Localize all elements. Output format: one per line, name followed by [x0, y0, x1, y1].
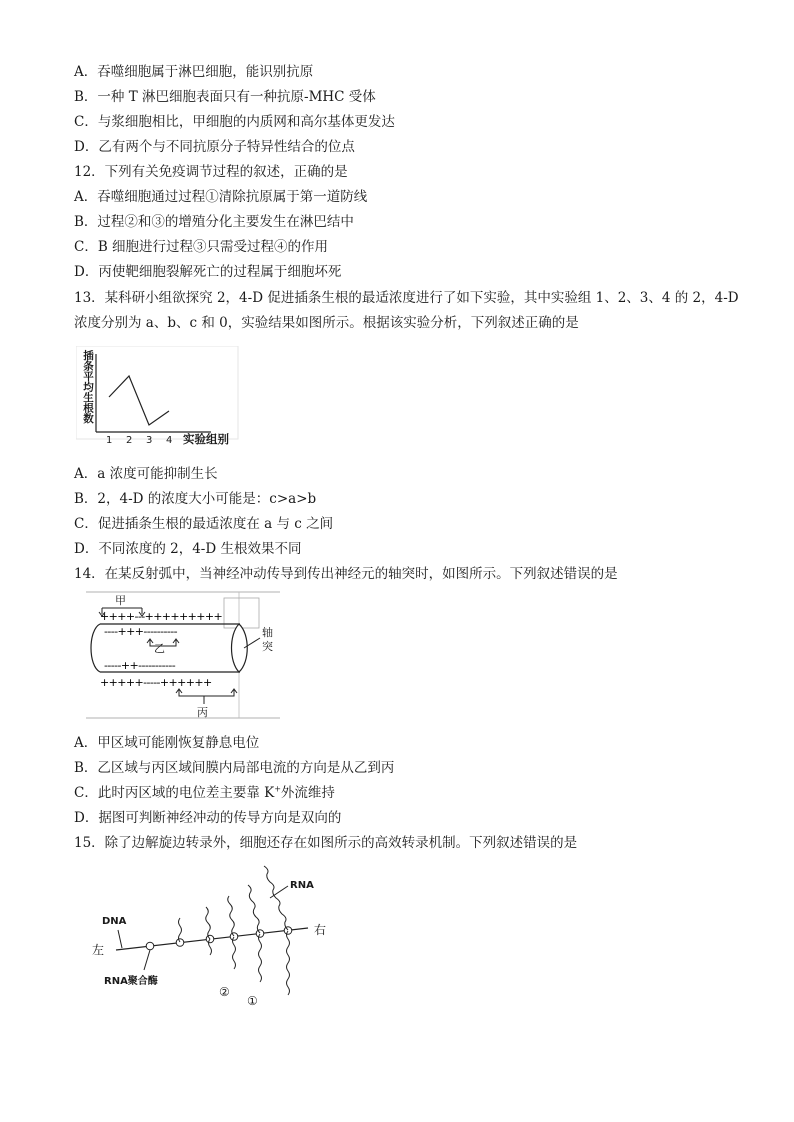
- q14-option-a: A．甲区域可能刚恢复静息电位: [74, 735, 260, 751]
- charge-top-inner: ----+++----------: [104, 625, 178, 638]
- q12-option-c: C．B 细胞进行过程③只需受过程④的作用: [74, 239, 329, 255]
- q13-stem-line1: 13．某科研小组欲探究 2，4-D 促进插条生根的最适浓度进行了如下实验，其中实验组 1、2、3、4 的 2，4-D: [74, 290, 739, 306]
- q14-option-b: B．乙区域与丙区域间膜内局部电流的方向是从乙到丙: [74, 760, 395, 776]
- marker-2: ②: [219, 985, 230, 999]
- chart-xlabel: 实验组别: [183, 432, 229, 446]
- q12-stem: 12．下列有关免疫调节过程的叙述，正确的是: [74, 164, 348, 180]
- q14-option-d: D．据图可判断神经冲动的传导方向是双向的: [74, 810, 342, 826]
- label-rna-polymerase: RNA聚合酶: [104, 976, 158, 987]
- q13-option-d: D．不同浓度的 2，4-D 生根效果不同: [74, 541, 302, 557]
- q11-option-a: A．吞噬细胞属于淋巴细胞，能识别抗原: [74, 64, 314, 80]
- label-jia: 甲: [115, 594, 126, 607]
- q11-option-b: B．一种 T 淋巴细胞表面只有一种抗原-MHC 受体: [74, 89, 376, 105]
- marker-1: ①: [247, 994, 258, 1008]
- q11-option-c: C．与浆细胞相比，甲细胞的内质网和高尔基体更发达: [74, 114, 395, 130]
- label-dna: DNA: [102, 916, 127, 927]
- chart-x-tick-1: 1: [106, 435, 113, 446]
- q11-option-d: D．乙有两个与不同抗原分子特异性结合的位点: [74, 139, 355, 155]
- chart-series-line: [109, 376, 169, 425]
- q13-stem-line2: 浓度分别为 a、b、c 和 0，实验结果如图所示。根据该实验分析，下列叙述正确的是: [74, 315, 579, 331]
- chart-x-tick-4: 4: [166, 435, 173, 446]
- charge-bottom-inner: -----++-----------: [104, 659, 176, 672]
- charge-top-outer: ++++---+++++++++: [100, 610, 223, 623]
- q15-transcription-figure: [84, 862, 344, 1017]
- label-right: 右: [314, 923, 327, 937]
- label-rna: RNA: [290, 880, 314, 891]
- q12-option-d: D．丙使靶细胞裂解死亡的过程属于细胞坏死: [74, 264, 342, 280]
- q13-option-a: A．a 浓度可能抑制生长: [74, 466, 218, 482]
- q13-chart: [76, 346, 246, 451]
- q15-stem: 15．除了边解旋边转录外，细胞还存在如图所示的高效转录机制。下列叙述错误的是: [74, 835, 578, 851]
- label-bing: 丙: [197, 706, 208, 719]
- chart-x-tick-3: 3: [146, 435, 153, 446]
- label-left: 左: [92, 943, 105, 957]
- chart-x-tick-2: 2: [126, 435, 133, 446]
- q12-option-b: B．过程②和③的增殖分化主要发生在淋巴结中: [74, 214, 354, 230]
- q14-stem: 14．在某反射弧中，当神经冲动传导到传出神经元的轴突时，如图所示。下列叙述错误的是: [74, 566, 618, 582]
- chart-ylabel: 插条平均生根数: [82, 350, 94, 424]
- charge-bottom-outer: +++++-----++++++: [100, 676, 212, 689]
- q13-option-c: C．促进插条生根的最适浓度在 a 与 c 之间: [74, 516, 334, 532]
- q14-option-c: C．此时丙区域的电位差主要靠 K+外流维持: [74, 784, 335, 801]
- label-yi: 乙: [154, 642, 165, 655]
- label-axon-2: 突: [262, 640, 273, 653]
- q13-option-b: B．2，4-D 的浓度大小可能是：c>a>b: [74, 491, 317, 507]
- label-axon-1: 轴: [262, 626, 273, 639]
- q12-option-a: A．吞噬细胞通过过程①清除抗原属于第一道防线: [74, 189, 368, 205]
- q14-axon-figure: [84, 590, 284, 722]
